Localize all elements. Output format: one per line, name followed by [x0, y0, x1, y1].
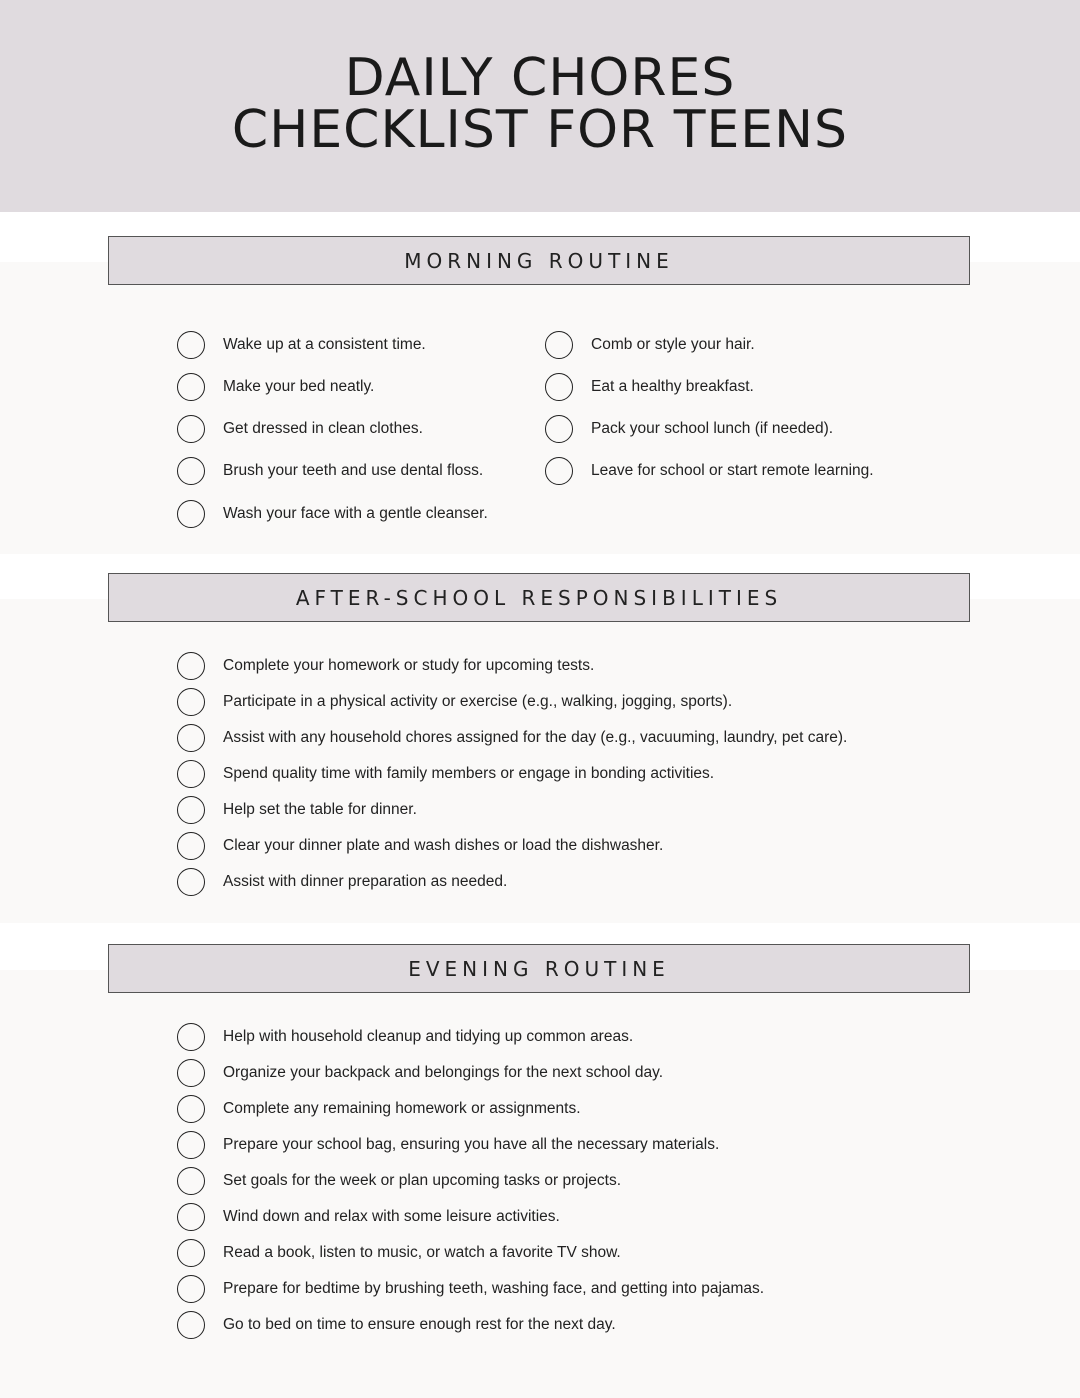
checklist-item-label: Eat a healthy breakfast. — [591, 378, 754, 395]
checkbox-icon[interactable] — [177, 1275, 205, 1303]
checkbox-icon[interactable] — [177, 1131, 205, 1159]
checkbox-icon[interactable] — [545, 457, 573, 485]
checkbox-icon[interactable] — [177, 1167, 205, 1195]
checklist-item-label: Pack your school lunch (if needed). — [591, 420, 834, 437]
morning-panel — [0, 262, 1080, 554]
checklist-item-label: Leave for school or start remote learning. — [591, 462, 874, 479]
checklist-item[interactable] — [177, 1022, 633, 1052]
checkbox-icon[interactable] — [177, 331, 205, 359]
checkbox-icon[interactable] — [177, 1095, 205, 1123]
checklist-item-label: Assist with dinner preparation as needed. — [223, 873, 508, 890]
checkbox-icon[interactable] — [177, 1203, 205, 1231]
checklist-item[interactable] — [177, 1130, 719, 1160]
evening-routine-heading: EVENING ROUTINE — [108, 944, 970, 993]
checklist-item-label: Complete your homework or study for upcoming tests. — [223, 657, 595, 674]
checkbox-icon[interactable] — [177, 457, 205, 485]
checklist-item[interactable] — [177, 1202, 560, 1232]
checklist-item[interactable] — [545, 414, 833, 444]
checklist-item[interactable] — [177, 831, 663, 861]
checklist-item[interactable] — [177, 414, 423, 444]
page-title-line-2: CHECKLIST FOR TEENS — [231, 100, 849, 160]
checklist-item-label: Wind down and relax with some leisure activities. — [223, 1208, 560, 1225]
checkbox-icon[interactable] — [177, 868, 205, 896]
checklist-item[interactable] — [177, 795, 417, 825]
checklist-item-label: Help set the table for dinner. — [223, 801, 417, 818]
checkbox-icon[interactable] — [177, 724, 205, 752]
checkbox-icon[interactable] — [545, 373, 573, 401]
checklist-item-label: Get dressed in clean clothes. — [223, 420, 423, 437]
checklist-item-label: Brush your teeth and use dental floss. — [223, 462, 484, 479]
checkbox-icon[interactable] — [177, 688, 205, 716]
checkbox-icon[interactable] — [177, 1239, 205, 1267]
checklist-item[interactable] — [177, 1238, 621, 1268]
checkbox-icon[interactable] — [545, 331, 573, 359]
checkbox-icon[interactable] — [177, 760, 205, 788]
checklist-item[interactable] — [177, 1166, 621, 1196]
checklist-item-label: Participate in a physical activity or exercise (e.g., walking, jogging, sports). — [223, 693, 733, 710]
checkbox-icon[interactable] — [177, 373, 205, 401]
checklist-item-label: Organize your backpack and belongings for the next school day. — [223, 1064, 664, 1081]
checklist-item[interactable] — [545, 372, 754, 402]
checklist-item-label: Prepare for bedtime by brushing teeth, washing face, and getting into pajamas. — [223, 1280, 765, 1297]
checklist-item[interactable] — [177, 867, 507, 897]
checklist-item[interactable] — [177, 1058, 663, 1088]
checklist-item-label: Set goals for the week or plan upcoming tasks or projects. — [223, 1172, 622, 1189]
checklist-item[interactable] — [177, 499, 488, 529]
checklist-item[interactable] — [177, 651, 594, 681]
after-school-heading: AFTER-SCHOOL RESPONSIBILITIES — [108, 573, 970, 622]
checklist-item-label: Help with household cleanup and tidying up common areas. — [223, 1028, 634, 1045]
checklist-item[interactable] — [177, 759, 714, 789]
checkbox-icon[interactable] — [177, 1059, 205, 1087]
checklist-item[interactable] — [177, 372, 374, 402]
checkbox-icon[interactable] — [177, 500, 205, 528]
checklist-item[interactable] — [177, 723, 847, 753]
checklist-item-label: Read a book, listen to music, or watch a favorite TV show. — [223, 1244, 621, 1261]
checklist-item-label: Assist with any household chores assigned for the day (e.g., vacuuming, laundry, pet care). — [223, 729, 848, 746]
checklist-item[interactable] — [177, 1310, 616, 1340]
morning-routine-heading: MORNING ROUTINE — [108, 236, 970, 285]
checklist-item-label: Spend quality time with family members or engage in bonding activities. — [223, 765, 715, 782]
checklist-item-label: Prepare your school bag, ensuring you have all the necessary materials. — [223, 1136, 720, 1153]
checklist-item[interactable] — [177, 456, 483, 486]
checklist-item[interactable] — [177, 330, 426, 360]
checklist-item-label: Clear your dinner plate and wash dishes or load the dishwasher. — [223, 837, 664, 854]
checklist-item-label: Complete any remaining homework or assignments. — [223, 1100, 581, 1117]
checklist-item-label: Comb or style your hair. — [591, 336, 755, 353]
checklist-item[interactable] — [177, 1274, 764, 1304]
checkbox-icon[interactable] — [545, 415, 573, 443]
checkbox-icon[interactable] — [177, 652, 205, 680]
checklist-item-label: Go to bed on time to ensure enough rest for the next day. — [223, 1316, 616, 1333]
checklist-item-label: Wake up at a consistent time. — [223, 336, 426, 353]
checkbox-icon[interactable] — [177, 796, 205, 824]
checkbox-icon[interactable] — [177, 415, 205, 443]
checklist-item[interactable] — [545, 456, 874, 486]
checklist-item[interactable] — [177, 1094, 581, 1124]
checklist-item[interactable] — [545, 330, 755, 360]
checklist-item-label: Wash your face with a gentle cleanser. — [223, 505, 488, 522]
checkbox-icon[interactable] — [177, 832, 205, 860]
checklist-item-label: Make your bed neatly. — [223, 378, 375, 395]
page-title-line-1: DAILY CHORES — [344, 48, 736, 108]
checkbox-icon[interactable] — [177, 1023, 205, 1051]
page-title — [0, 48, 1080, 160]
checkbox-icon[interactable] — [177, 1311, 205, 1339]
checklist-item[interactable] — [177, 687, 732, 717]
